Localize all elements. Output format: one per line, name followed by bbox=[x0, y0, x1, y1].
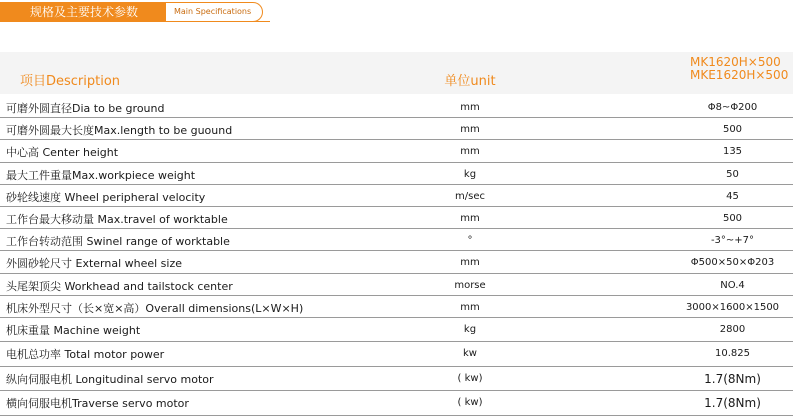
row-value: 45 bbox=[726, 190, 739, 202]
row-value: 500 bbox=[722, 212, 743, 224]
row-description: 机床外型尺寸（长×宽×高）Overall dimensions(L×W×H) bbox=[6, 301, 304, 315]
row-unit: mm bbox=[460, 301, 480, 313]
row-unit: ( kw) bbox=[457, 397, 483, 409]
row-value: -3°~+7° bbox=[710, 235, 755, 247]
row-description: 机床重量 Machine weight bbox=[6, 323, 141, 337]
row-value: 500 bbox=[722, 124, 743, 136]
banner-subtitle: Main Specifications bbox=[174, 7, 252, 16]
row-description: 最大工件重量Max.workpiece weight bbox=[6, 168, 196, 182]
row-unit: mm bbox=[460, 124, 480, 136]
table-row bbox=[0, 296, 793, 318]
row-value: 1.7(8Nm) bbox=[704, 396, 761, 411]
banner-title-tab bbox=[0, 2, 168, 22]
row-description: 工作台最大移动量 Max.travel of worktable bbox=[6, 212, 228, 226]
column-header-model bbox=[690, 56, 788, 82]
row-unit: ° bbox=[467, 235, 473, 247]
row-value: Φ8~Φ200 bbox=[707, 102, 758, 113]
row-description: 砂轮线速度 Wheel peripheral velocity bbox=[6, 190, 206, 204]
row-unit: morse bbox=[454, 279, 486, 291]
row-description: 电机总功率 Total motor power bbox=[6, 348, 165, 362]
table-row bbox=[0, 207, 793, 229]
row-value: 135 bbox=[722, 146, 743, 158]
table-row bbox=[0, 367, 793, 392]
row-value: 50 bbox=[726, 168, 739, 180]
row-value: 10.825 bbox=[715, 348, 750, 360]
table-row bbox=[0, 274, 793, 296]
row-unit: mm bbox=[460, 102, 480, 113]
row-value: 2800 bbox=[719, 323, 746, 335]
model-name-2: MKE1620H×500 bbox=[690, 68, 789, 82]
table-row bbox=[0, 140, 793, 162]
row-unit: kg bbox=[463, 323, 477, 335]
column-header-description: 项目Description bbox=[20, 74, 121, 89]
row-unit: mm bbox=[460, 212, 480, 224]
row-unit: mm bbox=[460, 257, 480, 269]
table-row bbox=[0, 163, 793, 185]
row-value: 1.7(8Nm) bbox=[704, 371, 761, 386]
section-banner bbox=[0, 0, 793, 24]
row-unit: kg bbox=[463, 168, 477, 180]
table-row bbox=[0, 251, 793, 273]
row-unit: mm bbox=[460, 146, 480, 158]
row-description: 可磨外圆最大长度Max.length to be guound bbox=[6, 124, 233, 138]
table-row bbox=[0, 391, 793, 416]
model-name-1: MK1620H×500 bbox=[690, 55, 781, 69]
spec-table-body bbox=[0, 96, 793, 416]
row-description: 横向伺服电机Traverse servo motor bbox=[6, 397, 189, 411]
row-description: 纵向伺服电机 Longitudinal servo motor bbox=[6, 372, 214, 386]
table-row bbox=[0, 229, 793, 251]
row-description: 可磨外圆直径Dia to be ground bbox=[6, 102, 165, 115]
row-value: Φ500×50×Φ203 bbox=[690, 257, 775, 269]
table-row bbox=[0, 118, 793, 140]
table-row bbox=[0, 342, 793, 367]
row-description: 工作台转动范围 Swinel range of worktable bbox=[6, 235, 230, 249]
row-description: 中心高 Center height bbox=[6, 146, 119, 160]
table-row bbox=[0, 185, 793, 207]
row-value: 3000×1600×1500 bbox=[685, 301, 780, 313]
table-row bbox=[0, 96, 793, 118]
banner-divider bbox=[0, 21, 270, 22]
table-header bbox=[0, 52, 793, 94]
table-row bbox=[0, 318, 793, 343]
row-description: 头尾架顶尖 Workhead and tailstock center bbox=[6, 279, 233, 293]
banner-title: 规格及主要技术参数 bbox=[30, 5, 139, 19]
row-description: 外圆砂轮尺寸 External wheel size bbox=[6, 257, 183, 271]
row-unit: m/sec bbox=[455, 190, 485, 202]
row-unit: ( kw) bbox=[457, 372, 483, 384]
column-header-unit: 单位unit bbox=[444, 74, 496, 89]
row-value: NO.4 bbox=[720, 279, 745, 291]
banner-subtitle-tab bbox=[166, 2, 263, 22]
row-unit: kw bbox=[463, 348, 477, 360]
